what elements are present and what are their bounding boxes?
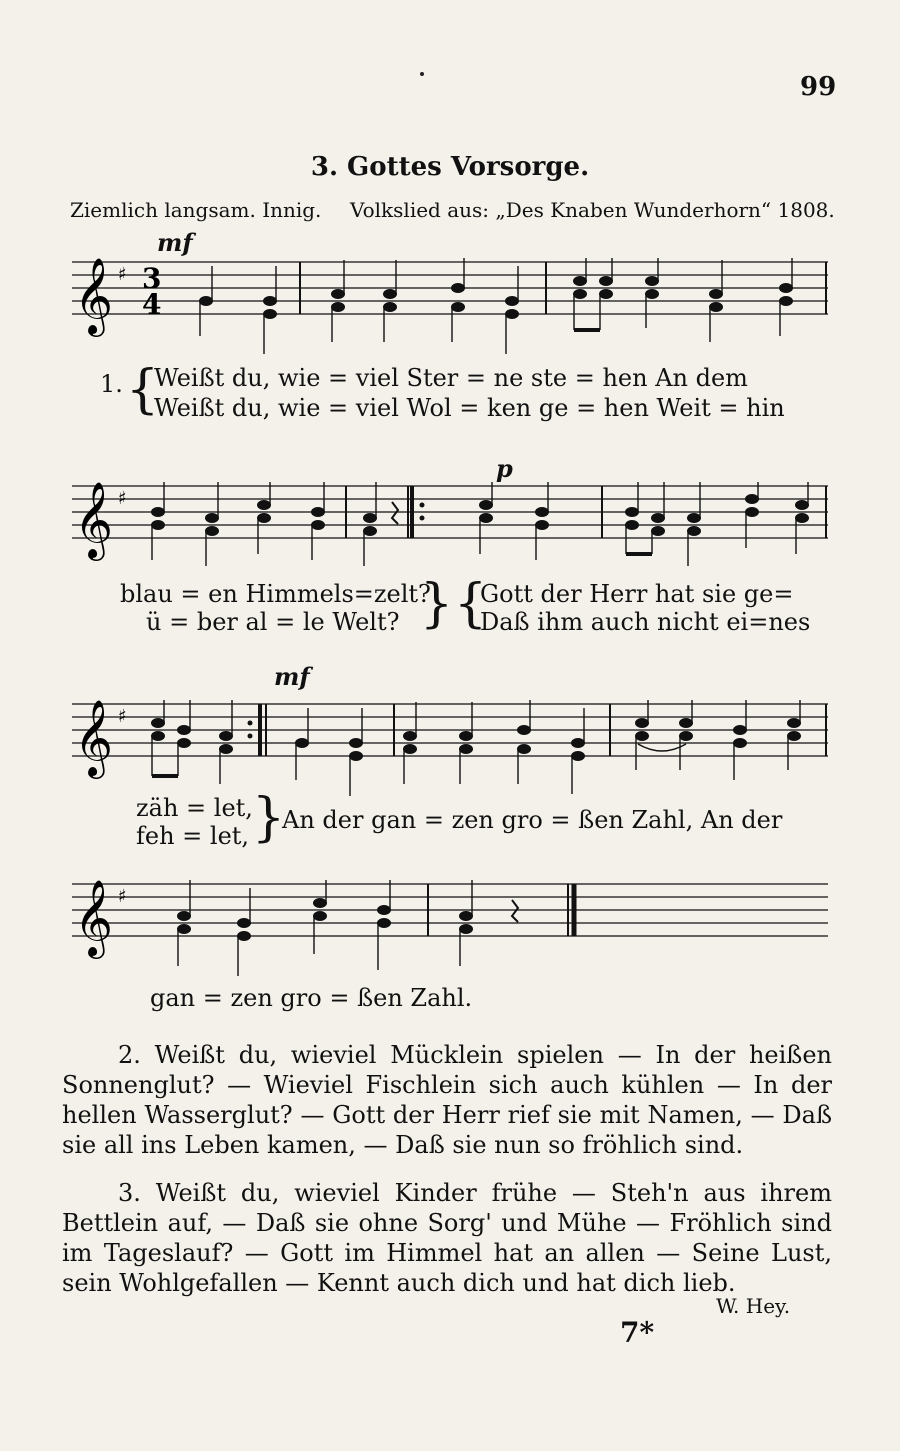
brace-open: { [126, 360, 160, 420]
verse-3: 3. Weißt du, wieviel Kinder frühe — Steh'n aus ihrem Bettlein auf, — Daß sie ohne Sorg' und Mühe — Fröhlich sind im Tageslauf? — Gott im Himmel hat an allen — Seine Lust, sein Wohlgefallen — Kennt auch dich und hat dich lieb. [62, 1179, 832, 1297]
svg-text:𝄞: 𝄞 [74, 700, 114, 776]
lyrics-s3-line2: feh = let, [136, 822, 250, 850]
lyrics-s2-line3: Gott der Herr hat sie ge= [480, 580, 794, 608]
svg-text:♯: ♯ [118, 886, 127, 907]
lyrics-s4-line1: gan = zen gro = ßen Zahl. [150, 984, 473, 1012]
time-sig-bottom: 4 [142, 288, 162, 321]
lyrics-s1-line2: Weißt du, wie = viel Wol = ken ge = hen Weit = hin [154, 394, 785, 422]
song-source: Volkslied aus: „Des Knaben Wunderhorn“ 1808. [350, 198, 835, 222]
dynamic-mf-1: mf [157, 228, 193, 257]
brace-close: } [420, 574, 454, 634]
brace-close-2: } [252, 788, 286, 848]
lyrics-s3-line1: zäh = let, [136, 794, 253, 822]
signature-mark: 7* [620, 1316, 655, 1349]
lyrics-s3-line3: An der gan = zen gro = ßen Zahl, An der [282, 806, 783, 834]
staff-system-4 [72, 880, 828, 976]
lyrics-s2-line1: blau = en Himmels=zelt? [120, 580, 431, 608]
verse-2: 2. Weißt du, wieviel Mücklein spielen — In der heißen Sonnenglut? — Wieviel Fischlein sich auch kühlen — In der hellen Wasserglut? — Gott der Herr rief sie mit Namen, — Daß sie all ins Leben kamen, — Daß sie nun so fröhlich sind. [62, 1041, 832, 1159]
verse-number: 1. [100, 370, 123, 398]
ink-dot [420, 72, 424, 76]
page-number: 99 [800, 72, 837, 102]
lyrics-s2-line4: Daß ihm auch nicht ei=nes [480, 608, 811, 636]
svg-text:♯: ♯ [118, 706, 127, 727]
svg-text:♯: ♯ [118, 488, 127, 509]
lyrics-s2-line2: ü = ber al = le Welt? [146, 608, 400, 636]
dynamic-p: p [496, 454, 513, 483]
svg-text:𝄞: 𝄞 [74, 258, 114, 334]
time-sig-top: 3 [142, 262, 162, 295]
svg-text:𝄞: 𝄞 [74, 482, 114, 558]
author: W. Hey. [716, 1294, 791, 1318]
staff-system-1 [72, 258, 828, 368]
lyrics-s1-line1: Weißt du, wie = viel Ster = ne ste = hen An dem [154, 364, 748, 392]
song-title: 3. Gottes Vorsorge. [310, 152, 590, 182]
brace-open-2: { [454, 574, 488, 634]
staff-system-3 [72, 700, 828, 796]
svg-text:𝄞: 𝄞 [74, 880, 114, 956]
dynamic-mf-2: mf [274, 662, 310, 691]
svg-text:♯: ♯ [118, 264, 127, 285]
tempo-marking: Ziemlich langsam. Innig. [70, 198, 322, 222]
staff-system-2 [72, 482, 828, 572]
